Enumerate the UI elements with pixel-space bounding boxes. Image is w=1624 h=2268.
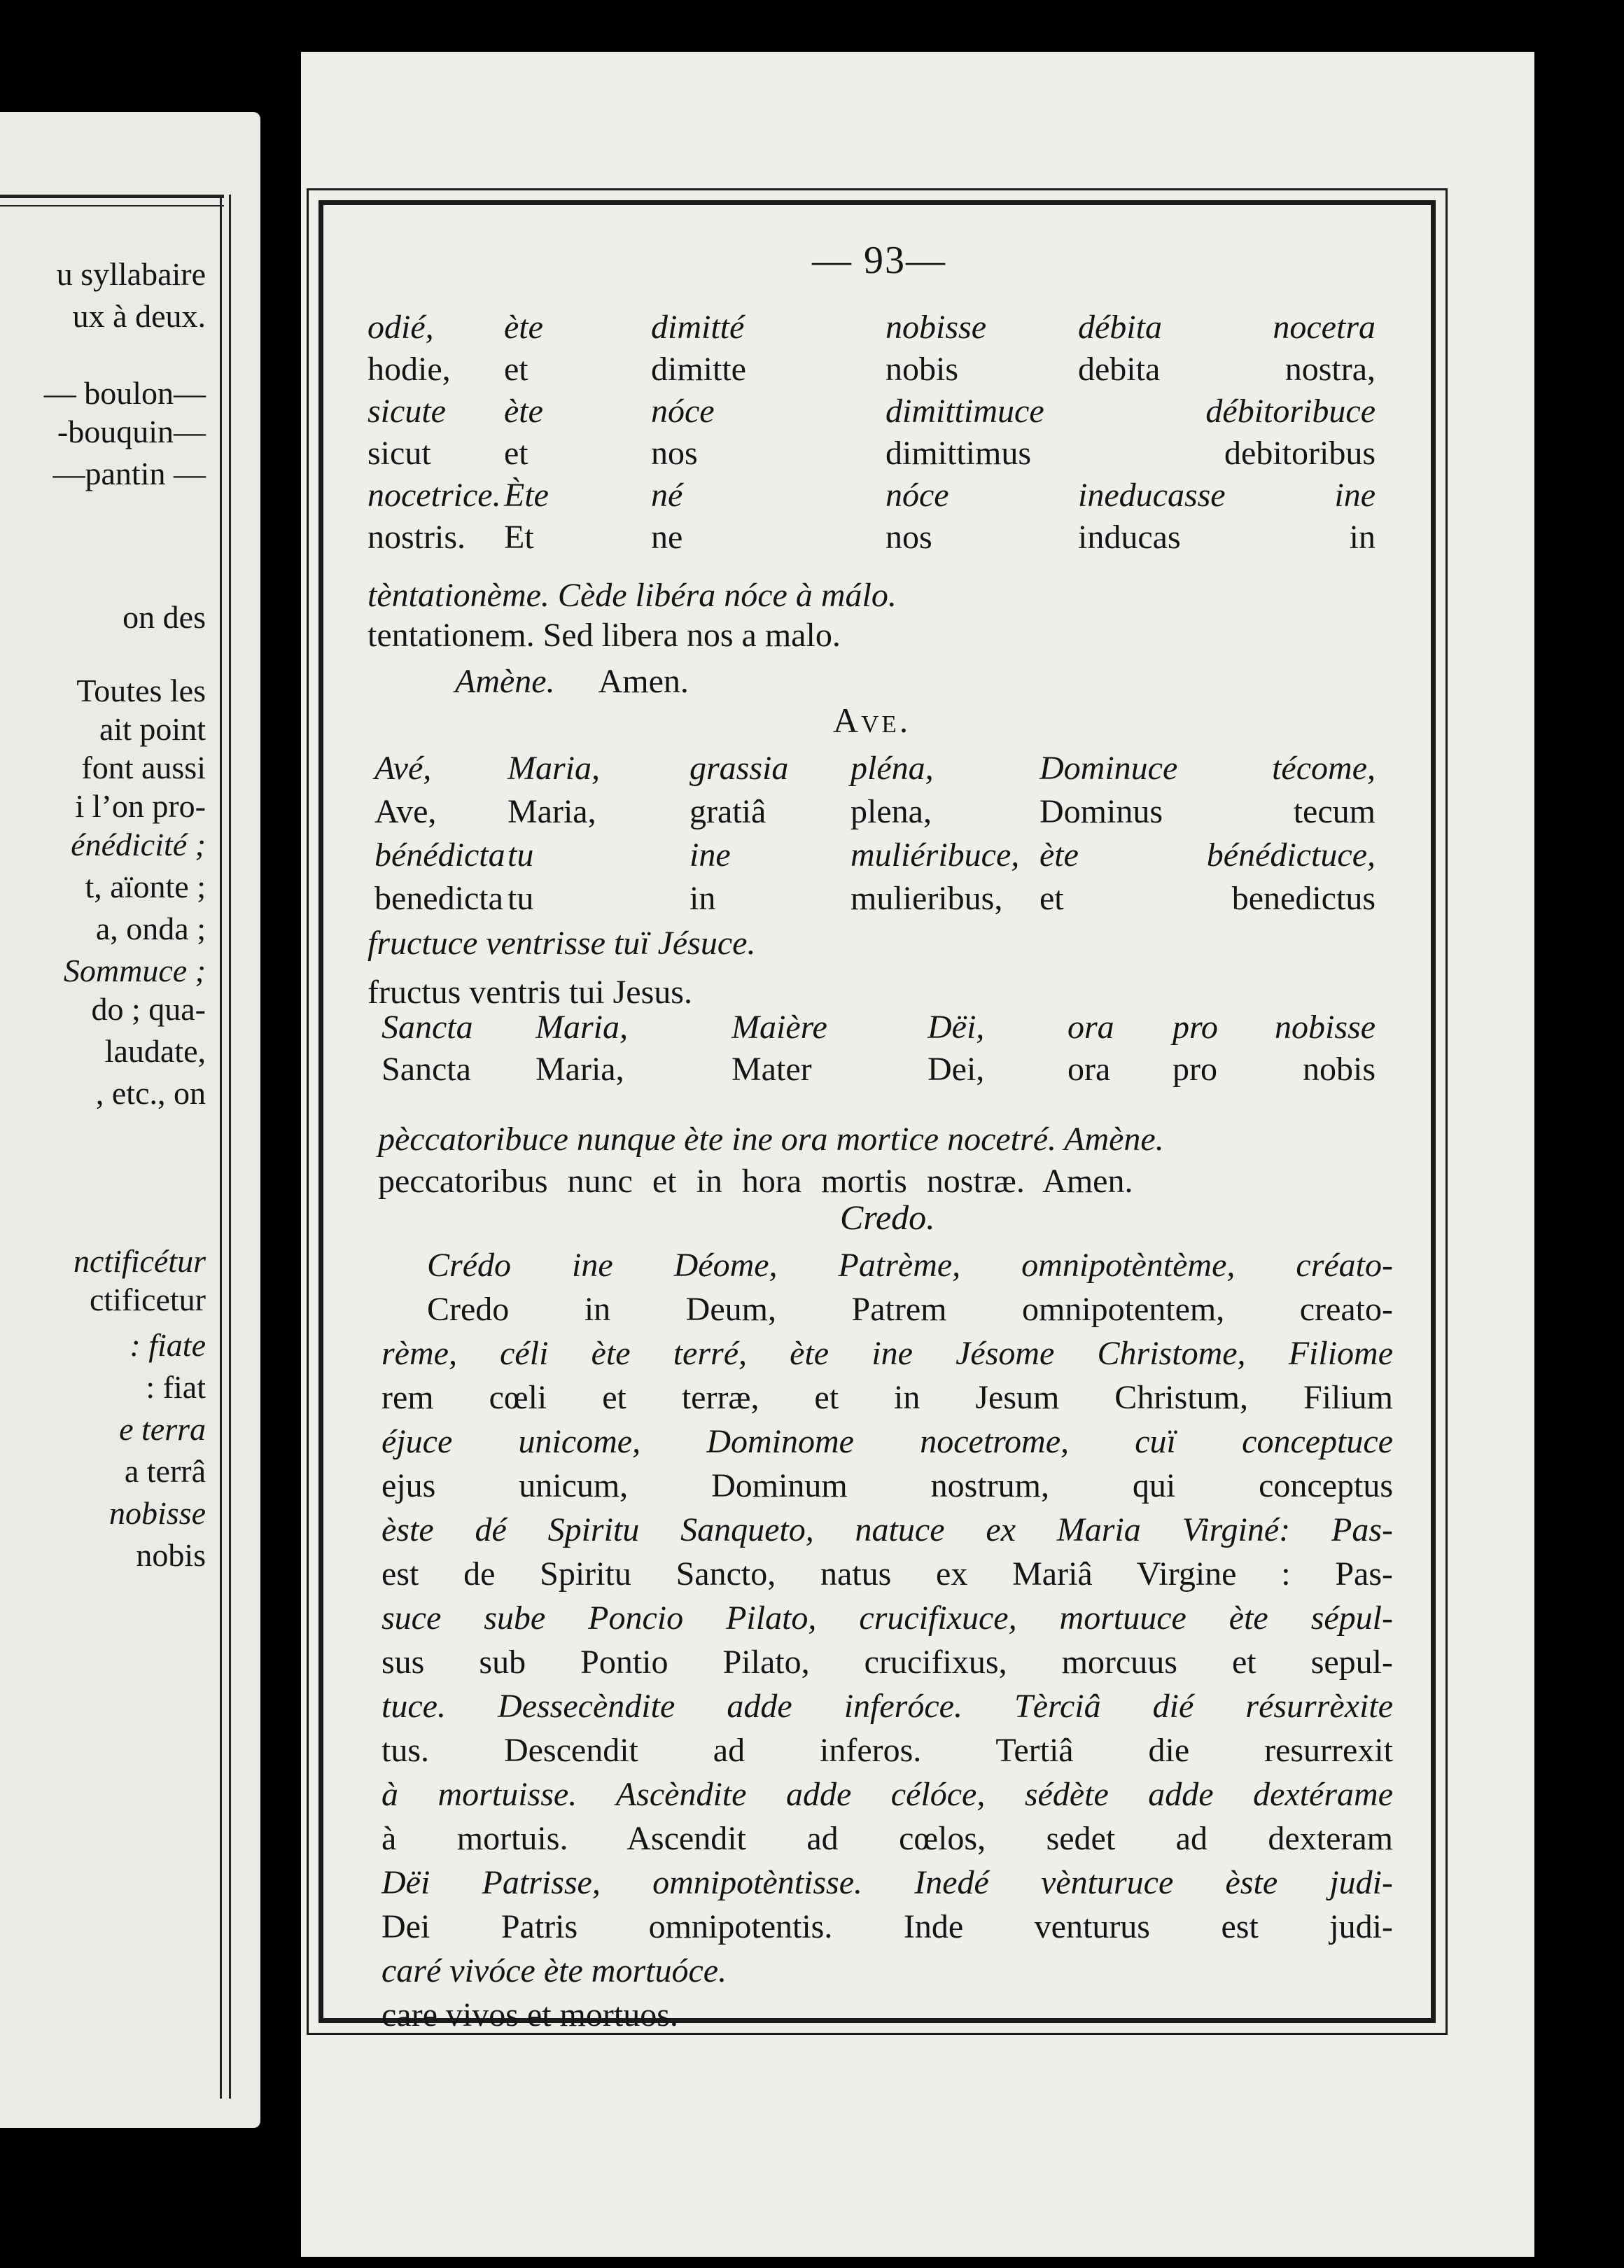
ave-line-latinized-5: fructuce ventrisse tuï Jésuce.: [368, 925, 756, 962]
ave-line-latin-5: fructus ventris tui Jesus.: [368, 974, 692, 1011]
left-page-line: , etc., on: [95, 1075, 206, 1111]
pater-amen-line: [455, 662, 1463, 701]
pater-word: in: [1349, 519, 1376, 556]
pater-amen-latin: Amen.: [598, 663, 689, 700]
left-page-line: nctificétur: [73, 1243, 206, 1279]
credo-line-latinized: à mortuisse. Ascèndite adde célóce, sédète adde dextérame: [382, 1776, 1393, 1813]
ave-word: bénédicta: [374, 836, 505, 874]
pater-word: ne: [651, 519, 683, 556]
left-page-line: i l’on pro-: [75, 788, 206, 824]
pater-amen-latinized: Amène.: [455, 663, 555, 700]
pater-word: nos: [651, 435, 698, 472]
page-number: — 93—: [812, 239, 946, 282]
left-page-line: Toutes les: [76, 673, 206, 708]
credo-line-latin: Dei Patris omnipotentis. Inde venturus est judi-: [382, 1908, 1393, 1945]
credo-line-latin: ejus unicum, Dominum nostrum, qui conceptus: [382, 1467, 1393, 1504]
ave2-word: nobis: [1302, 1051, 1376, 1088]
ave-word: tu: [507, 836, 534, 874]
ave2-word: Sancta: [382, 1009, 473, 1046]
pater-word: nocetrice.: [368, 477, 501, 514]
ave2-row: [368, 1050, 1376, 1096]
ave2-word: nobisse: [1275, 1009, 1376, 1046]
ave-word: ète: [1040, 836, 1079, 874]
credo-line-latinized: caré vivóce ète mortuóce.: [382, 1952, 727, 1989]
ave-word: benedictus: [1231, 880, 1376, 917]
ave2-word: Sancta: [382, 1051, 471, 1088]
ave-row: [368, 792, 1376, 839]
ave2-row: [368, 1008, 1376, 1054]
pater-word: né: [651, 477, 683, 514]
ave-word: benedicta: [374, 880, 503, 917]
ave2-word: pro: [1172, 1051, 1217, 1088]
ave-word: tu: [507, 880, 534, 917]
left-page-line: : fiat: [146, 1369, 206, 1405]
left-page-line: u syllabaire: [56, 256, 206, 292]
left-page-line: do ; qua-: [91, 991, 206, 1027]
credo-line-latinized: éjuce unicome, Dominome nocetrome, cuï conceptuce: [382, 1423, 1393, 1460]
left-page-top-rule: [0, 195, 224, 206]
ave2-word: Maière: [732, 1009, 827, 1046]
ave-word: Dominuce: [1040, 750, 1178, 787]
pater-row: [368, 518, 1376, 564]
left-page-line: —pantin —: [52, 456, 206, 491]
ave-word: ine: [690, 836, 731, 874]
pater-row: [368, 308, 1376, 354]
credo-line-latin: tus. Descendit ad inferos. Tertiâ die resurrexit: [382, 1732, 1393, 1769]
pater-word: sicute: [368, 393, 446, 430]
pater-word: ète: [504, 393, 543, 430]
pater-word: débitoribuce: [1205, 393, 1376, 430]
ave2-word: pro: [1172, 1009, 1218, 1046]
pater-row: [368, 434, 1376, 480]
pater-word: nóce: [886, 477, 949, 514]
credo-line-latinized: Dëi Patrisse, omnipotèntisse. Inedé vènturuce èste judi-: [382, 1864, 1393, 1901]
pater-word: dimittimuce: [886, 393, 1044, 430]
pater-word: nóce: [651, 393, 715, 430]
left-page-line: ait point: [99, 711, 206, 747]
left-page-line: Sommuce ;: [63, 953, 206, 988]
left-page-line: on des: [122, 599, 206, 635]
pater-word: debita: [1078, 351, 1161, 388]
pater-word: nocetra: [1273, 309, 1376, 346]
left-page-line: — boulon—: [43, 375, 206, 411]
pater-word: et: [504, 435, 528, 472]
pater-word: sicut: [368, 435, 431, 472]
ave-word: Dominus: [1040, 793, 1163, 830]
ave-word: Avé,: [374, 750, 432, 787]
ave-word: gratiâ: [690, 793, 766, 830]
pater-word: debitoribus: [1224, 435, 1376, 472]
credo-line-latinized: tuce. Dessecèndite adde inferóce. Tèrciâ dié résurrèxite: [382, 1688, 1393, 1725]
ave-row: [368, 836, 1376, 882]
ave-word: plena,: [850, 793, 932, 830]
pater-word: ète: [504, 309, 543, 346]
left-page-line: nobisse: [109, 1495, 206, 1531]
pater-word: nostra,: [1284, 351, 1376, 388]
ave-row: [368, 879, 1376, 925]
left-page-line: t, aïonte ;: [85, 869, 206, 904]
left-page-line: ctificetur: [89, 1282, 206, 1317]
left-page-line: : fiate: [130, 1327, 206, 1363]
left-page-line: ux à deux.: [72, 298, 206, 334]
pater-word: débita: [1078, 309, 1162, 346]
left-page-line: énédicité ;: [71, 827, 206, 862]
credo-line-latinized: èste dé Spiritu Sanqueto, natuce ex Maria Virginé: Pas-: [382, 1511, 1393, 1548]
pater-word: odié,: [368, 309, 434, 346]
ave2-word: ora: [1068, 1009, 1114, 1046]
pater-word: dimitte: [651, 351, 746, 388]
pater-row: [368, 476, 1376, 522]
pater-line-latinized-7: tèntationème. Cède libéra nóce à málo.: [368, 577, 897, 614]
ave-word: pléna,: [850, 750, 934, 787]
pater-row: [368, 392, 1376, 438]
ave-word: Maria,: [507, 793, 596, 830]
left-page-line: nobis: [136, 1537, 206, 1573]
credo-line-latin: sus sub Pontio Pilato, crucifixus, morcuus et sepul-: [382, 1644, 1393, 1681]
ave-word: técome,: [1272, 750, 1376, 787]
pater-word: nobisse: [886, 309, 986, 346]
credo-line-latin: rem cœli et terræ, et in Jesum Christum, Filium: [382, 1379, 1393, 1416]
credo-line-latin: à mortuis. Ascendit ad cœlos, sedet ad dexteram: [382, 1820, 1393, 1857]
pater-word: ine: [1334, 477, 1376, 514]
ave-word: in: [690, 880, 716, 917]
ave2-word: Maria,: [536, 1051, 624, 1088]
left-page-side-rule: [220, 195, 231, 2099]
pater-word: dimitté: [651, 309, 745, 346]
ave-line-latin-9: peccatoribus nunc et in hora mortis nostræ. Amen.: [378, 1163, 1133, 1200]
credo-heading: Credo.: [840, 1198, 935, 1237]
left-page-line: laudate,: [104, 1033, 206, 1069]
pater-row: [368, 350, 1376, 396]
pater-word: Et: [504, 519, 534, 556]
credo-line-latin: care vivos et mortuos.: [382, 1996, 678, 2033]
pater-word: hodie,: [368, 351, 451, 388]
credo-line-latin: est de Spiritu Sancto, natus ex Mariâ Virgine : Pas-: [382, 1555, 1393, 1592]
pater-word: inducas: [1078, 519, 1181, 556]
ave2-word: Dëi,: [927, 1009, 985, 1046]
ave-row: [368, 749, 1376, 795]
pater-line-latin-7: tentationem. Sed libera nos a malo.: [368, 617, 841, 654]
left-page-line: e terra: [119, 1411, 206, 1447]
left-page-line: a terrâ: [124, 1453, 206, 1489]
ave-word: muliéribuce,: [850, 836, 1020, 874]
credo-line-latinized: Crédo ine Déome, Patrème, omnipotèntème, créato-: [427, 1247, 1393, 1284]
credo-line-latinized: rème, céli ète terré, ète ine Jésome Christome, Filiome: [382, 1335, 1393, 1372]
left-page-fragment: [0, 112, 260, 2128]
ave-word: et: [1040, 880, 1064, 917]
ave2-word: Mater: [732, 1051, 812, 1088]
ave2-word: Maria,: [536, 1009, 628, 1046]
ave2-word: Dei,: [927, 1051, 985, 1088]
ave-word: tecum: [1293, 793, 1376, 830]
ave-word: bénédictuce,: [1206, 836, 1376, 874]
pater-word: ineducasse: [1078, 477, 1226, 514]
ave2-word: ora: [1068, 1051, 1111, 1088]
ave-heading: Ave.: [833, 701, 911, 740]
pater-word: et: [504, 351, 528, 388]
left-page-line: a, onda ;: [95, 911, 206, 946]
pater-word: nobis: [886, 351, 959, 388]
pater-word: nostris.: [368, 519, 466, 556]
ave-word: mulieribus,: [850, 880, 1003, 917]
pater-word: dimittimus: [886, 435, 1032, 472]
credo-line-latin: Credo in Deum, Patrem omnipotentem, creato-: [427, 1291, 1393, 1328]
left-page-line: font aussi: [81, 750, 206, 785]
credo-line-latinized: suce sube Poncio Pilato, crucifixuce, mortuuce ète sépul-: [382, 1600, 1393, 1637]
pater-word: nos: [886, 519, 932, 556]
ave-word: Maria,: [507, 750, 600, 787]
left-page-line: -bouquin—: [57, 414, 206, 449]
ave-word: Ave,: [374, 793, 437, 830]
ave-line-latinized-9: pèccatoribuce nunque ète ine ora mortice nocetré. Amène.: [378, 1121, 1164, 1158]
pater-word: Ète: [504, 477, 549, 514]
ave-word: grassia: [690, 750, 789, 787]
